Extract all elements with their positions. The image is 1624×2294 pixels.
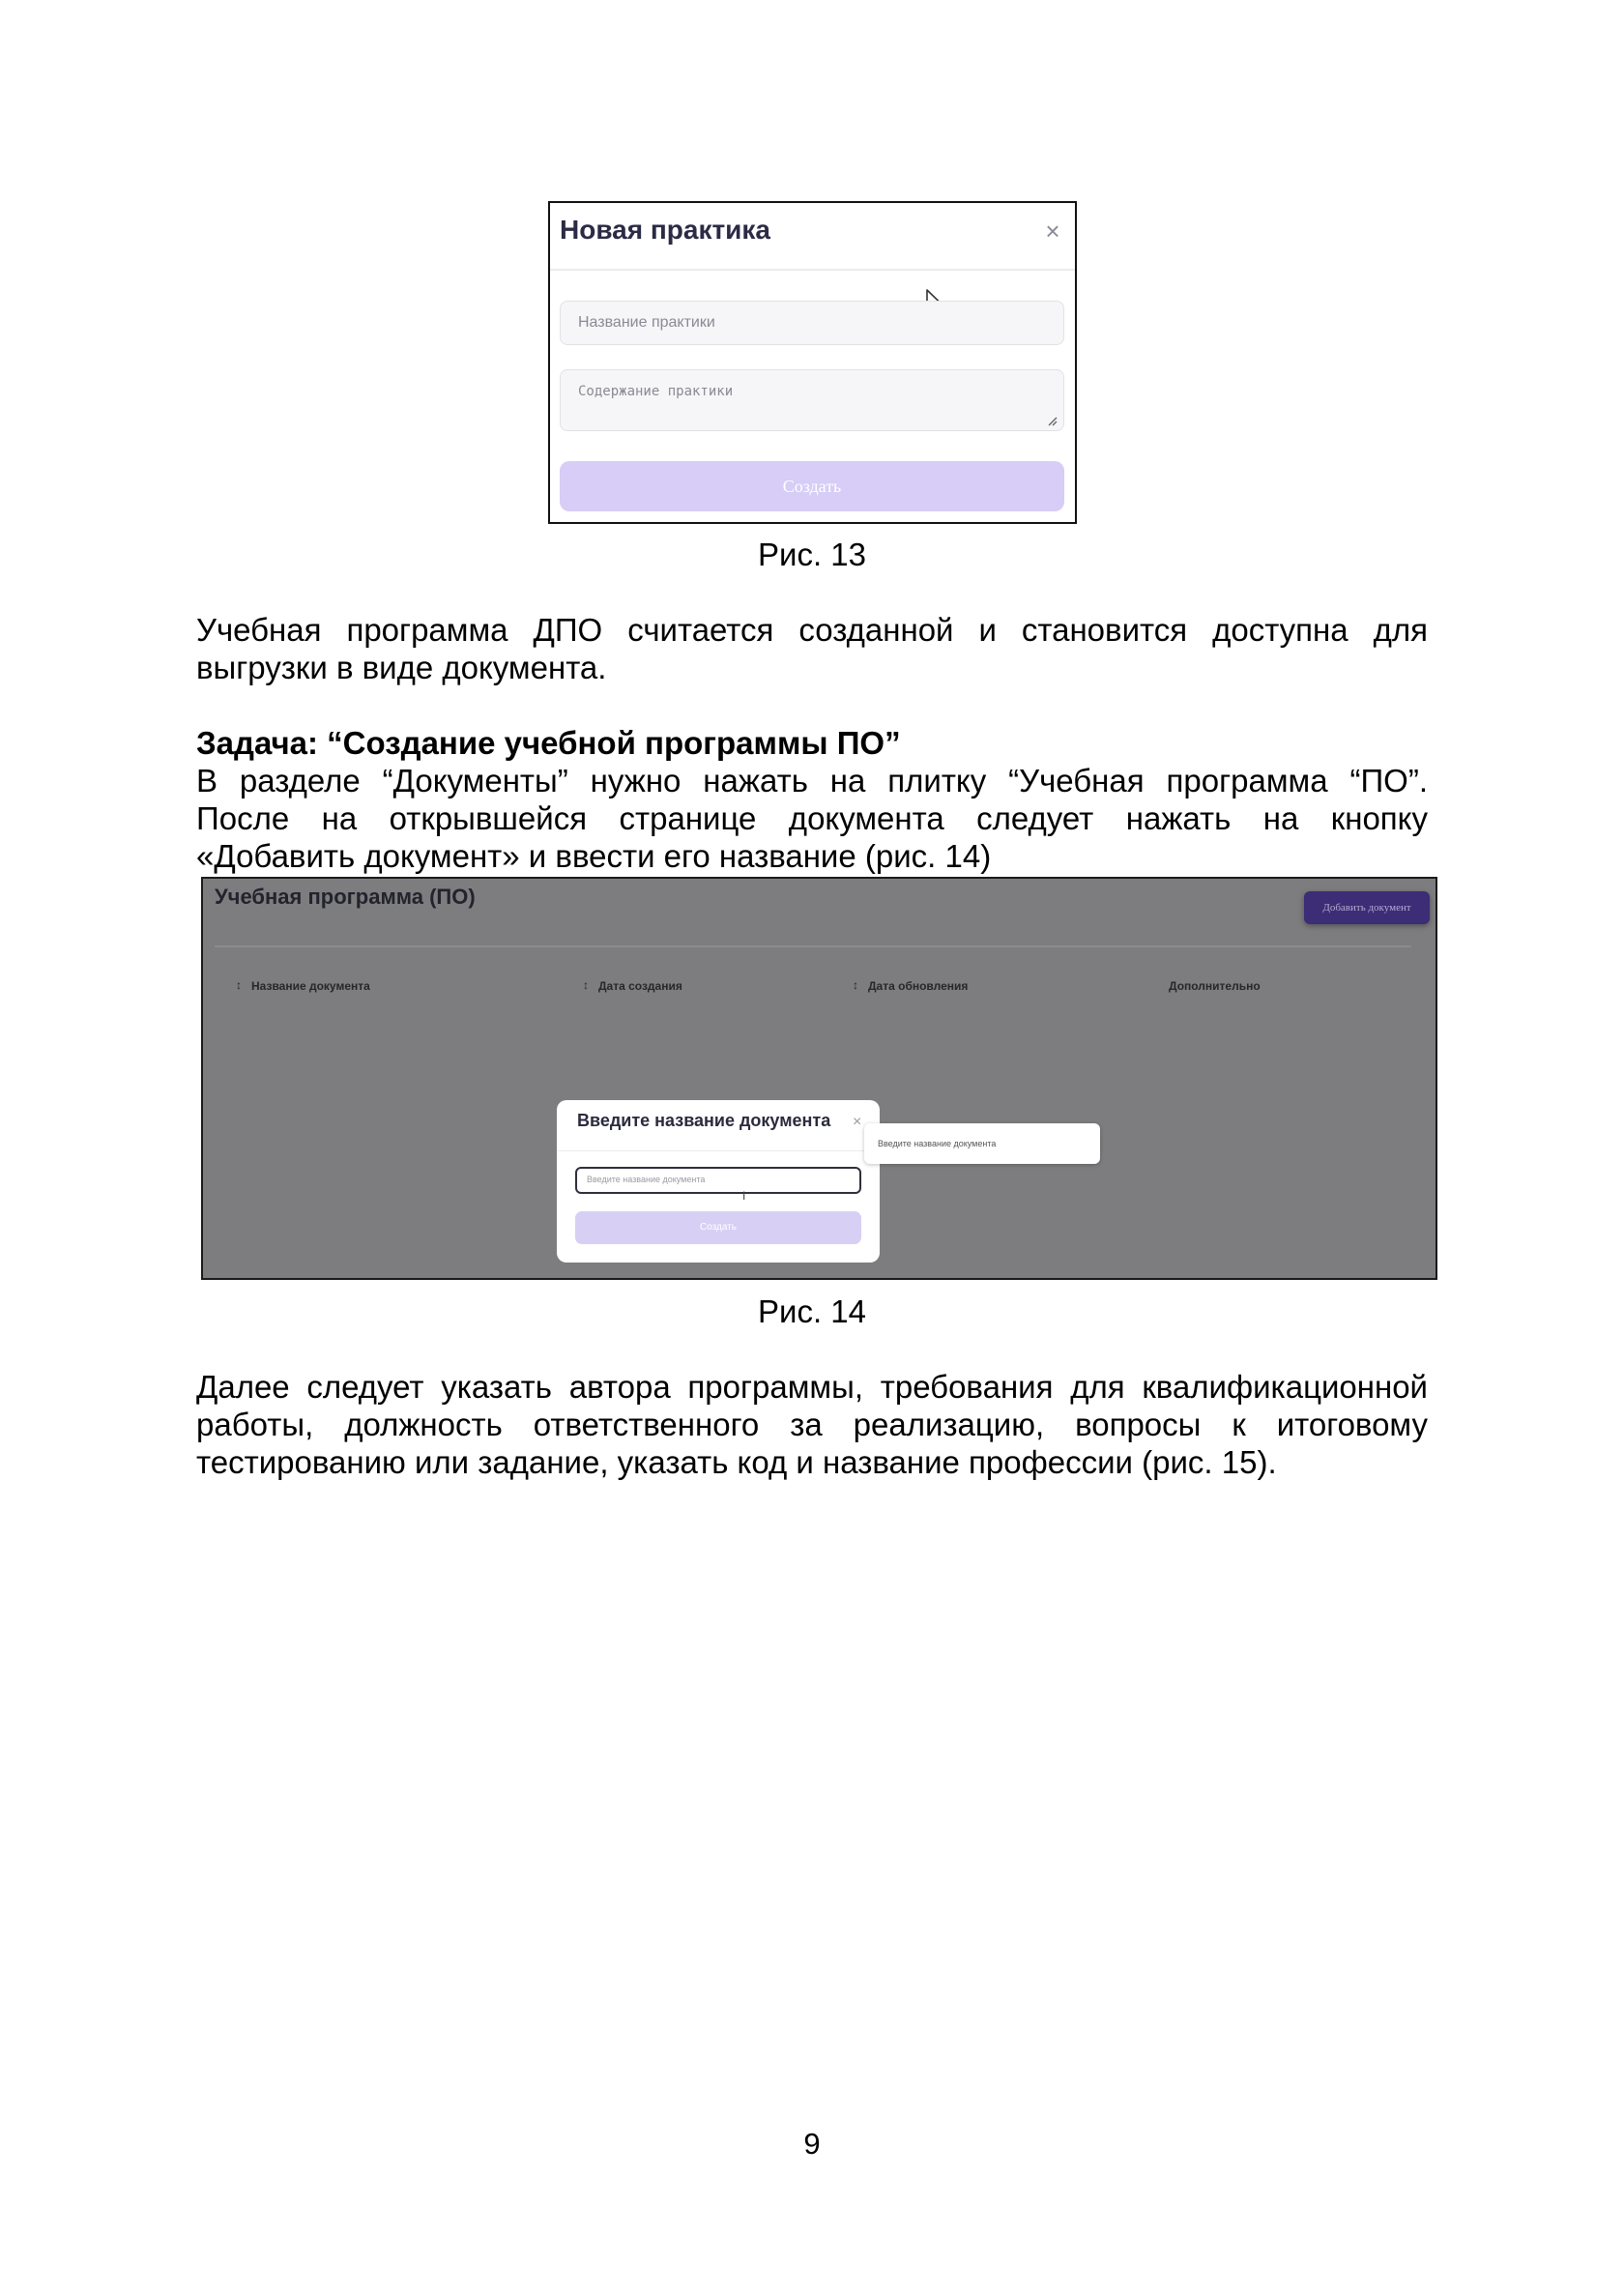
paragraph-line: В разделе “Документы” нужно нажать на плитку “Учебная программа “ПО”. bbox=[196, 763, 1428, 799]
column-header-additional: Дополнительно bbox=[1169, 979, 1261, 993]
header-divider bbox=[215, 945, 1411, 947]
resize-handle-icon[interactable] bbox=[1046, 415, 1058, 426]
add-document-button[interactable]: Добавить документ bbox=[1304, 891, 1430, 924]
paragraph-task bbox=[196, 762, 1428, 875]
close-icon[interactable]: × bbox=[1045, 217, 1060, 246]
practice-name-placeholder: Название практики bbox=[578, 314, 715, 331]
column-header-document-name[interactable]: Название документа bbox=[251, 979, 370, 993]
figure-14-caption: Рис. 14 bbox=[758, 1293, 866, 1329]
create-practice-button[interactable]: Создать bbox=[560, 461, 1064, 511]
paragraph-line: После на открывшейся странице документа следует нажать на кнопку bbox=[196, 800, 1428, 836]
sort-icon[interactable]: ↕ bbox=[583, 978, 589, 992]
modal-divider bbox=[557, 1150, 880, 1151]
practice-name-input[interactable] bbox=[560, 301, 1064, 345]
paragraph-line: выгрузки в виде документа. bbox=[196, 650, 607, 685]
input-tooltip: Введите название документа bbox=[864, 1123, 1100, 1164]
practice-content-textarea[interactable] bbox=[560, 369, 1064, 431]
paragraph-line: работы, должность ответственного за реализацию, вопросы к итоговому bbox=[196, 1407, 1428, 1442]
document-name-placeholder: Введите название документа bbox=[587, 1175, 706, 1184]
paragraph-next-steps bbox=[196, 1368, 1428, 1481]
paragraph-line: Далее следует указать автора программы, требования для квалификационной bbox=[196, 1369, 1428, 1405]
document-name-input[interactable] bbox=[575, 1167, 861, 1194]
modal-title: Введите название документа bbox=[577, 1111, 831, 1130]
create-document-button[interactable]: Создать bbox=[575, 1211, 861, 1244]
column-header-created-date[interactable]: Дата создания bbox=[598, 979, 682, 993]
task-heading: Задача: “Создание учебной программы ПО” bbox=[196, 725, 901, 761]
sort-icon[interactable]: ↕ bbox=[853, 978, 858, 992]
text-cursor-icon: I bbox=[742, 1189, 746, 1203]
close-icon[interactable]: × bbox=[853, 1114, 862, 1130]
paragraph-line: тестированию или задание, указать код и название профессии (рис. 15). bbox=[196, 1444, 1277, 1480]
page-number: 9 bbox=[803, 2127, 821, 2161]
column-header-updated-date[interactable]: Дата обновления bbox=[868, 979, 969, 993]
practice-content-placeholder: Содержание практики bbox=[578, 384, 734, 399]
paragraph-line: Учебная программа ДПО считается созданной и становится доступна для bbox=[196, 612, 1428, 648]
figure-14-add-document-screen bbox=[201, 877, 1437, 1280]
figure-13-new-practice-dialog bbox=[548, 201, 1077, 524]
figure-13-caption: Рис. 13 bbox=[758, 537, 866, 572]
page-title: Учебная программа (ПО) bbox=[215, 885, 476, 909]
dialog-divider bbox=[550, 269, 1075, 271]
paragraph-line: «Добавить документ» и ввести его название (рис. 14) bbox=[196, 838, 992, 874]
document-name-modal bbox=[557, 1100, 880, 1263]
paragraph-dpo-created bbox=[196, 611, 1428, 686]
dialog-title: Новая практика bbox=[560, 215, 770, 245]
sort-icon[interactable]: ↕ bbox=[236, 978, 242, 992]
